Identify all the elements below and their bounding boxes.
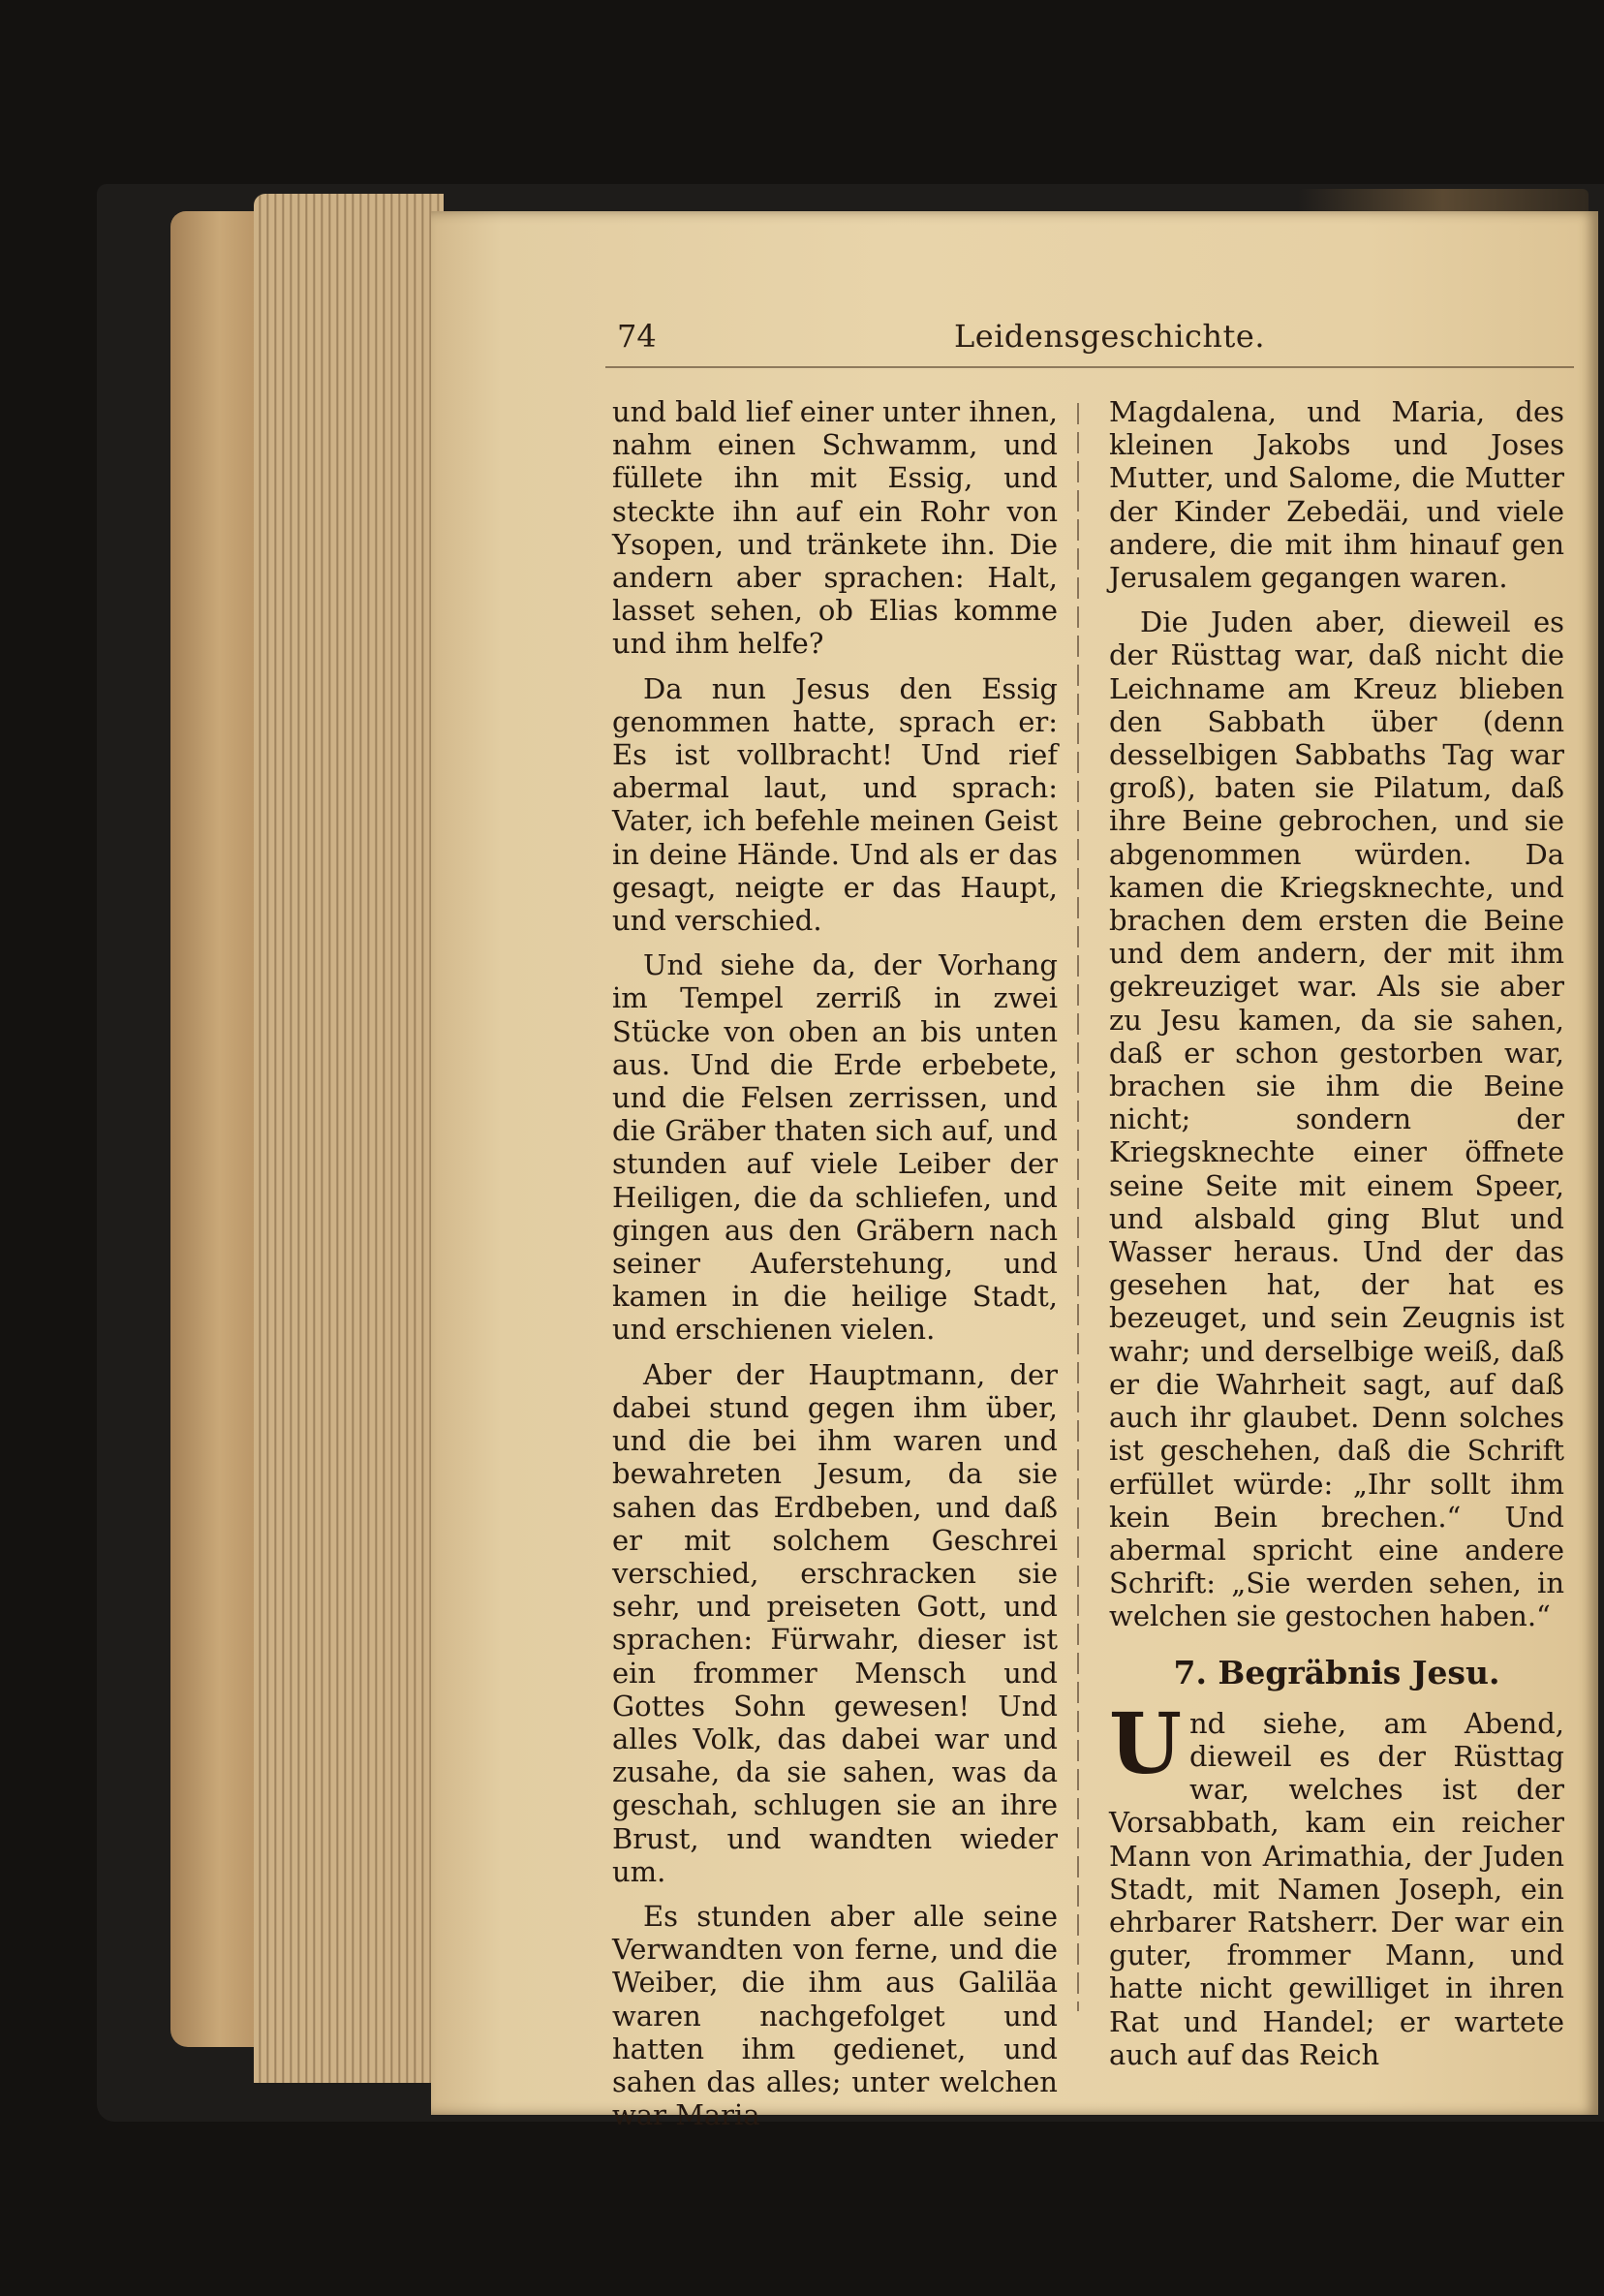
paragraph: Magdalena, und Maria, des kleinen Jakobs und Joses Mutter, und Salome, die Mutter der Kinder Zebedäi, und viele andere, die mit ihm hinauf gen Jerusalem gegangen waren. [1109,395,1564,595]
drop-cap: U [1109,1694,1182,1793]
page-stack [254,194,444,2083]
book-page [431,211,1598,2132]
section-text: nd siehe, am Abend, dieweil es der Rüsttag war, welches ist der Vorsabbath, kam ein reicher Mann von Arimathia, der Juden Stadt, mit Namen Joseph, ein ehrbarer Ratsherr. Der war ein guter, frommer Mann, und hatte nicht gewilliget in ihren Rat und Handel; er wartete auch auf das Reich [1109,1706,1564,2071]
column-divider [1077,403,1079,2011]
right-column [1109,395,1564,2071]
section-paragraph [1109,1694,1564,2071]
paragraph: und bald lief einer unter ihnen, nahm einen Schwamm, und füllete ihn mit Essig, und steckte ihn auf ein Rohr von Ysopen, und tränkete ihn. Die andern aber sprachen: Halt, lasset sehen, ob Elias komme und ihm helfe? [612,395,1059,661]
header-rule [605,366,1574,368]
running-head-title: Leidensgeschichte. [954,318,1265,355]
previous-page-edge [170,211,260,2047]
paragraph: Es stunden aber alle seine Verwandten von ferne, und die Weiber, die ihm aus Galiläa waren nachgefolget und hatten ihm gedienet, und sahen das alles; unter welchen war Maria [612,1899,1058,2132]
paragraph: Und siehe da, der Vorhang im Tempel zerriß in zwei Stücke von oben an bis unten aus. Und die Erde erbebete, und die Felsen zerrissen, und die Gräber thaten sich auf, und stunden auf viele Leiber der Heiligen, die da schliefen, und gingen aus den Gräbern nach seiner Auferstehung, und kamen in die heilige Stadt, und erschienen vielen. [612,948,1058,1347]
paragraph: Da nun Jesus den Essig genommen hatte, sprach er: Es ist vollbracht! Und rief abermal laut, und sprach: Vater, ich befehle meinen Geist in deine Hände. Und als er das gesagt, neigte er das Haupt, und verschied. [612,671,1058,938]
paragraph: Die Juden aber, dieweil es der Rüsttag war, daß nicht die Leichname am Kreuz blieben den Sabbath über (denn desselbigen Sabbaths Tag war groß), baten sie Pilatum, daß ihre Beine gebrochen, und sie abgenommen würden. Da kamen die Kriegsknechte, und brachen dem ersten die Beine und dem andern, der mit ihm gekreuziget war. Als sie aber zu Jesu kamen, da sie sahen, daß er schon gestorben war, brachen sie ihm die Beine nicht; sondern der Kriegsknechte einer öffnete seine Seite mit einem Speer, und alsbald ging Blut und Wasser heraus. Und der das gesehen hat, der hat es bezeuget, und sein Zeugnis ist wahr; und derselbige weiß, daß er die Wahrheit sagt, auf daß auch ihr glaubet. Denn solches ist geschehen, daß die Schrift erfüllet würde: „Ihr sollt ihm kein Bein brechen.“ Und abermal spricht eine andere Schrift: „Sie werden sehen, in welchen sie gestochen haben.“ [1109,605,1564,1633]
page-number: 74 [617,318,657,355]
section-heading: 7. Begräbnis Jesu. [1173,1653,1500,1691]
running-head [431,318,1598,366]
paragraph: Aber der Hauptmann, der dabei stund gegen ihm über, und die bei ihm waren und bewahreten Jesum, da sie sahen das Erdbeben, und daß er mit solchem Geschrei verschied, erschracken sie sehr, und preiseten Gott, und sprachen: Fürwahr, dieser ist ein frommer Mensch und Gottes Sohn gewesen! Und alles Volk, das dabei war und zusahe, da sie sahen, was da geschah, schlugen sie an ihre Brust, und wandten wieder um. [612,1357,1058,1888]
left-column [612,395,1059,2132]
